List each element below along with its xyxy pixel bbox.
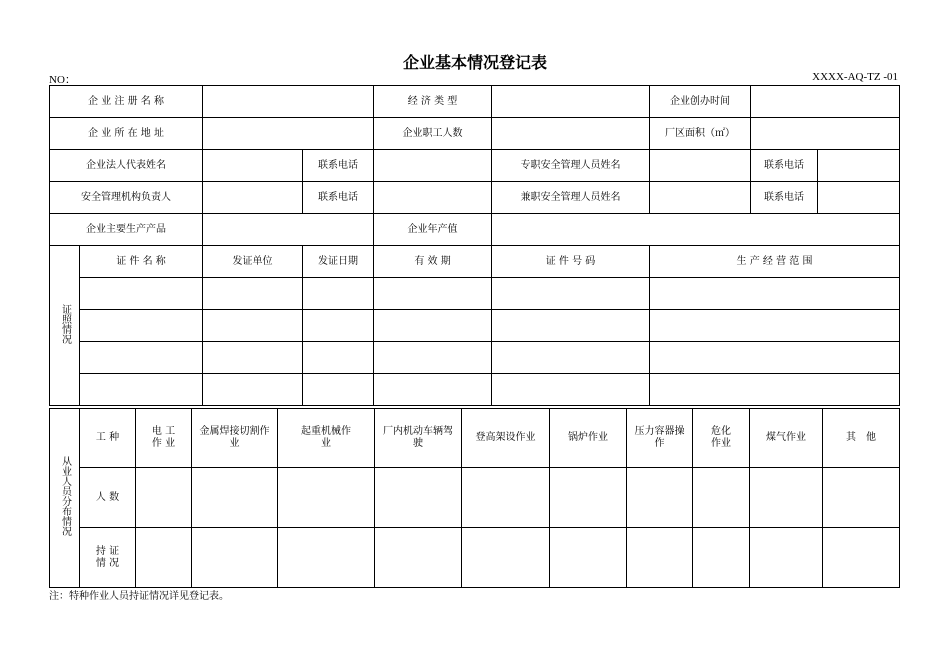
worker-count-cell[interactable] [823, 468, 900, 528]
field-phone-4[interactable] [818, 182, 900, 214]
cert-cell[interactable] [650, 278, 900, 310]
cert-cell[interactable] [80, 310, 203, 342]
worker-type-boiler: 锅炉作业 [550, 409, 627, 468]
worker-type-welding: 金属焊接切割作业 [192, 409, 278, 468]
worker-type-pressure: 压力容器操作 [627, 409, 693, 468]
field-staff-count[interactable] [492, 118, 650, 150]
worker-type-vehicle: 厂内机动车辆驾驶 [375, 409, 462, 468]
worker-count-cell[interactable] [375, 468, 462, 528]
worker-cert-cell[interactable] [278, 528, 375, 588]
worker-type-gas: 煤气作业 [750, 409, 823, 468]
field-main-products[interactable] [203, 214, 374, 246]
cert-cell[interactable] [374, 278, 492, 310]
field-address[interactable] [203, 118, 374, 150]
worker-count-cell[interactable] [693, 468, 750, 528]
cert-header-date: 发证日期 [303, 246, 374, 278]
field-fulltime-safety[interactable] [650, 150, 751, 182]
cert-cell[interactable] [203, 374, 303, 406]
cert-cell[interactable] [303, 342, 374, 374]
cert-cell[interactable] [203, 278, 303, 310]
cert-header-issuer: 发证单位 [203, 246, 303, 278]
worker-cert-label: 持 证 情 况 [80, 528, 136, 588]
worker-cert-cell[interactable] [375, 528, 462, 588]
worker-type-other: 其 他 [823, 409, 900, 468]
cert-header-scope: 生 产 经 营 范 围 [650, 246, 900, 278]
cert-header-validity: 有 效 期 [374, 246, 492, 278]
worker-count-cell[interactable] [550, 468, 627, 528]
field-reg-name[interactable] [203, 86, 374, 118]
worker-count-cell[interactable] [278, 468, 375, 528]
field-safety-head[interactable] [203, 182, 303, 214]
label-fulltime-safety: 专职安全管理人员姓名 [492, 150, 650, 182]
form-title: 企业基本情况登记表 [402, 53, 547, 72]
worker-cert-cell[interactable] [823, 528, 900, 588]
worker-cert-cell[interactable] [693, 528, 750, 588]
cert-cell[interactable] [303, 310, 374, 342]
label-phone-3: 联系电话 [303, 182, 374, 214]
cert-cell[interactable] [374, 342, 492, 374]
worker-count-cell[interactable] [192, 468, 278, 528]
worker-type-height: 登高架设作业 [462, 409, 550, 468]
cert-header-name: 证 件 名 称 [80, 246, 203, 278]
worker-count-cell[interactable] [627, 468, 693, 528]
cert-cell[interactable] [492, 310, 650, 342]
label-plant-area: 厂区面积（㎡） [650, 118, 751, 150]
workers-section-label: 从业人员分布情况 [50, 409, 80, 588]
label-address: 企 业 所 在 地 址 [50, 118, 203, 150]
cert-cell[interactable] [80, 278, 203, 310]
worker-distribution-table [49, 408, 900, 588]
worker-cert-cell[interactable] [550, 528, 627, 588]
field-found-time[interactable] [751, 86, 900, 118]
cert-cell[interactable] [650, 310, 900, 342]
label-staff-count: 企业职工人数 [374, 118, 492, 150]
worker-type-label: 工 种 [80, 409, 136, 468]
cert-cell[interactable] [492, 374, 650, 406]
label-parttime-safety: 兼职安全管理人员姓名 [492, 182, 650, 214]
field-annual-output[interactable] [492, 214, 900, 246]
worker-count-cell[interactable] [136, 468, 192, 528]
cert-cell[interactable] [492, 342, 650, 374]
worker-cert-cell[interactable] [627, 528, 693, 588]
label-main-products: 企业主要生产产品 [50, 214, 203, 246]
label-legal-rep: 企业法人代表姓名 [50, 150, 203, 182]
label-annual-output: 企业年产值 [374, 214, 492, 246]
worker-type-electrician: 电 工 作 业 [136, 409, 192, 468]
cert-cell[interactable] [374, 374, 492, 406]
worker-count-cell[interactable] [750, 468, 823, 528]
document-code: XXXX-AQ-TZ -01 [812, 71, 898, 83]
field-econ-type[interactable] [492, 86, 650, 118]
worker-cert-cell[interactable] [136, 528, 192, 588]
field-parttime-safety[interactable] [650, 182, 751, 214]
cert-section-label: 证照情况 [50, 246, 80, 406]
footnote: 注：特种作业人员持证情况详见登记表。 [49, 591, 229, 602]
worker-type-crane: 起重机械作业 [278, 409, 375, 468]
label-safety-head: 安全管理机构负责人 [50, 182, 203, 214]
label-econ-type: 经 济 类 型 [374, 86, 492, 118]
cert-cell[interactable] [203, 342, 303, 374]
form-number-label: NO： [49, 74, 76, 86]
cert-cell[interactable] [650, 374, 900, 406]
enterprise-info-table [49, 85, 900, 406]
field-legal-rep[interactable] [203, 150, 303, 182]
worker-cert-cell[interactable] [750, 528, 823, 588]
cert-cell[interactable] [650, 342, 900, 374]
label-phone-1: 联系电话 [303, 150, 374, 182]
label-reg-name: 企 业 注 册 名 称 [50, 86, 203, 118]
cert-cell[interactable] [80, 374, 203, 406]
label-found-time: 企业创办时间 [650, 86, 751, 118]
worker-type-hazchem: 危化作业 [693, 409, 750, 468]
cert-cell[interactable] [374, 310, 492, 342]
cert-cell[interactable] [80, 342, 203, 374]
worker-cert-cell[interactable] [192, 528, 278, 588]
label-phone-4: 联系电话 [751, 182, 818, 214]
cert-cell[interactable] [303, 278, 374, 310]
cert-cell[interactable] [203, 310, 303, 342]
cert-header-number: 证 件 号 码 [492, 246, 650, 278]
worker-count-cell[interactable] [462, 468, 550, 528]
field-phone-3[interactable] [374, 182, 492, 214]
cert-cell[interactable] [303, 374, 374, 406]
field-phone-1[interactable] [374, 150, 492, 182]
cert-cell[interactable] [492, 278, 650, 310]
worker-count-label: 人 数 [80, 468, 136, 528]
field-phone-2[interactable] [818, 150, 900, 182]
field-plant-area[interactable] [751, 118, 900, 150]
worker-cert-cell[interactable] [462, 528, 550, 588]
label-phone-2: 联系电话 [751, 150, 818, 182]
